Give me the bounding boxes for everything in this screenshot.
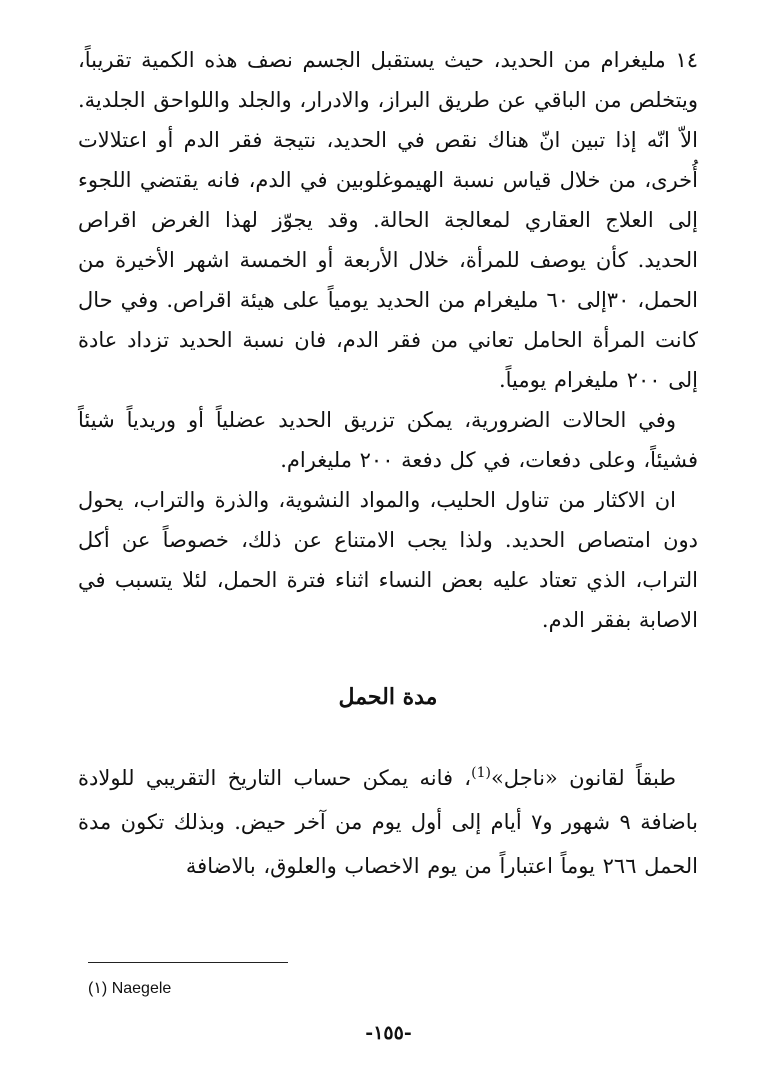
page-body <box>78 40 698 888</box>
footnote-reference[interactable]: (1) <box>471 765 491 781</box>
paragraph-iron-absorption: ان الاكثار من تناول الحليب، والمواد النشوية، والذرة والتراب، يحول دون امتصاص الحديد. ولذا يجب الامتناع عن ذلك، خصوصاً عن أكل التراب، الذي تعتاد عليه بعض النساء اثناء فترة الحمل، لئلا يتسبب في الاصابة بفقر الدم. <box>78 488 698 632</box>
footnote-divider <box>88 962 288 963</box>
paragraph-naegele-rule <box>78 756 698 888</box>
paragraph-naegele-start: طبقاً لقانون «ناجل» <box>490 766 676 790</box>
paragraph-iron-injection: وفي الحالات الضرورية، يمكن تزريق الحديد عضلياً أو وريدياً شيئاً فشيئاً، وعلى دفعات، في كل دفعة ٢٠٠ مليغرام. <box>78 408 698 472</box>
section-heading-pregnancy-duration: مدة الحمل <box>338 684 438 710</box>
paragraph-iron-dosage: ١٤ مليغرام من الحديد، حيث يستقبل الجسم نصف هذه الكمية تقريباً، ويتخلص من الباقي عن طريق البراز، والادرار، والجلد واللواحق الجلدية. الاّ انّه إذا تبين انّ هناك نقص في الحديد، نتيجة فقر الدم أو اعتلالات أُخرى، من خلال قياس نسبة الهيموغلوبين في الدم، فانه يقتضي اللجوء إلى العلاج العقاري لمعالجة الحالة. وقد يجوّز لهذا الغرض اقراص الحديد. كأن يوصف للمرأة، خلال الأربعة أو الخمسة اشهر الأخيرة من الحمل، ٣٠إلى ٦٠ مليغرام من الحديد يومياً على هيئة اقراص. وفي حال كانت المرأة الحامل تعاني من فقر الدم، فان نسبة الحديد تزداد عادة إلى ٢٠٠ مليغرام يومياً. <box>78 48 698 392</box>
footnote-naegele: (١) Naegele <box>88 980 172 997</box>
page-number: -١٥٥- <box>365 1022 412 1044</box>
section-iron <box>78 40 698 640</box>
paragraph-naegele-rest: ، فانه يمكن حساب التاريخ التقريبي للولادة باضافة ٩ شهور و٧ أيام إلى أول يوم من آخر حيض. وبذلك تكون مدة الحمل ٢٦٦ يوماً اعتباراً من يوم الاخصاب والعلوق، بالاضافة <box>78 766 698 878</box>
section-pregnancy-duration <box>78 756 698 888</box>
